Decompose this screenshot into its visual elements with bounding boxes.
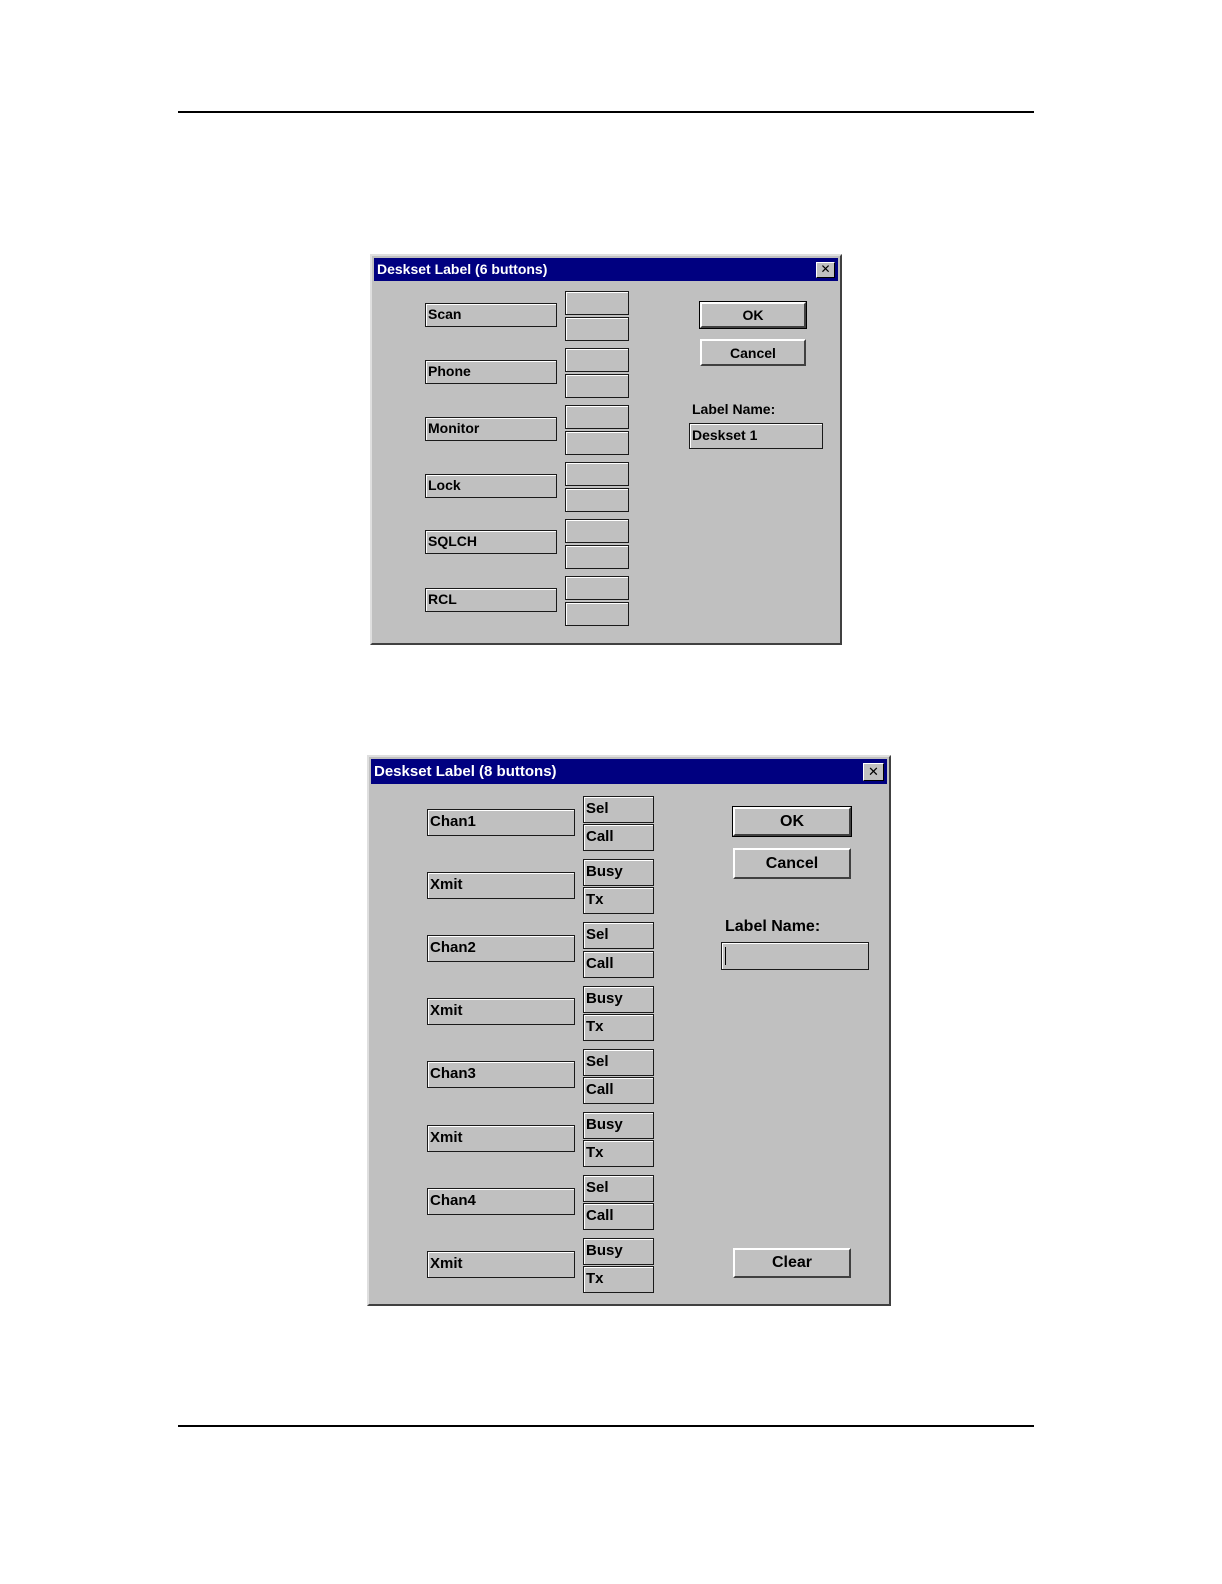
button-name-field[interactable]: Scan bbox=[425, 303, 557, 327]
close-icon[interactable]: ✕ bbox=[863, 763, 884, 781]
bottom-indicator-field[interactable]: Tx bbox=[583, 1266, 654, 1293]
dialog-title: Deskset Label (8 buttons) bbox=[374, 763, 557, 780]
title-bar[interactable] bbox=[374, 258, 838, 281]
label-name-input[interactable]: Deskset 1 bbox=[689, 423, 823, 449]
bottom-indicator-field[interactable] bbox=[565, 431, 629, 455]
top-indicator-field[interactable]: Sel bbox=[583, 1049, 654, 1076]
label-name-input[interactable] bbox=[721, 942, 869, 970]
button-name-field[interactable]: SQLCH bbox=[425, 530, 557, 554]
cancel-button[interactable]: Cancel bbox=[700, 339, 806, 366]
bottom-indicator-field[interactable]: Call bbox=[583, 1203, 654, 1230]
top-indicator-field[interactable] bbox=[565, 348, 629, 372]
bottom-indicator-field[interactable]: Call bbox=[583, 824, 654, 851]
top-indicator-field[interactable]: Busy bbox=[583, 1112, 654, 1139]
top-indicator-field[interactable]: Busy bbox=[583, 859, 654, 886]
top-rule bbox=[178, 111, 1034, 113]
button-name-field[interactable]: Xmit bbox=[427, 872, 575, 899]
button-name-field[interactable]: Lock bbox=[425, 474, 557, 498]
bottom-indicator-field[interactable] bbox=[565, 602, 629, 626]
bottom-indicator-field[interactable]: Call bbox=[583, 951, 654, 978]
top-indicator-field[interactable] bbox=[565, 462, 629, 486]
top-indicator-field[interactable] bbox=[565, 405, 629, 429]
label-name-caption: Label Name: bbox=[692, 401, 776, 417]
deskset-label-8-dialog bbox=[367, 755, 891, 1306]
bottom-indicator-field[interactable]: Tx bbox=[583, 1014, 654, 1041]
text-cursor bbox=[725, 947, 726, 965]
top-indicator-field[interactable]: Busy bbox=[583, 1238, 654, 1265]
bottom-indicator-field[interactable]: Tx bbox=[583, 887, 654, 914]
button-name-field[interactable]: Xmit bbox=[427, 998, 575, 1025]
bottom-indicator-field[interactable] bbox=[565, 317, 629, 341]
bottom-indicator-field[interactable]: Tx bbox=[583, 1140, 654, 1167]
top-indicator-field[interactable]: Sel bbox=[583, 1175, 654, 1202]
dialog-title: Deskset Label (6 buttons) bbox=[377, 261, 548, 277]
label-name-caption: Label Name: bbox=[725, 918, 821, 935]
bottom-indicator-field[interactable] bbox=[565, 374, 629, 398]
clear-button[interactable]: Clear bbox=[733, 1248, 851, 1278]
button-name-field[interactable]: RCL bbox=[425, 588, 557, 612]
button-name-field[interactable]: Chan4 bbox=[427, 1188, 575, 1215]
top-indicator-field[interactable] bbox=[565, 519, 629, 543]
deskset-label-6-dialog bbox=[370, 254, 842, 645]
button-name-field[interactable]: Chan3 bbox=[427, 1061, 575, 1088]
button-name-field[interactable]: Chan1 bbox=[427, 809, 575, 836]
top-indicator-field[interactable] bbox=[565, 291, 629, 315]
ok-button[interactable]: OK bbox=[733, 807, 851, 836]
bottom-indicator-field[interactable]: Call bbox=[583, 1077, 654, 1104]
button-name-field[interactable]: Chan2 bbox=[427, 935, 575, 962]
button-name-field[interactable]: Xmit bbox=[427, 1125, 575, 1152]
close-icon[interactable]: ✕ bbox=[816, 262, 835, 278]
top-indicator-field[interactable]: Sel bbox=[583, 922, 654, 949]
top-indicator-field[interactable] bbox=[565, 576, 629, 600]
bottom-rule bbox=[178, 1425, 1034, 1427]
cancel-button[interactable]: Cancel bbox=[733, 848, 851, 879]
bottom-indicator-field[interactable] bbox=[565, 488, 629, 512]
top-indicator-field[interactable]: Busy bbox=[583, 986, 654, 1013]
button-name-field[interactable]: Xmit bbox=[427, 1251, 575, 1278]
button-name-field[interactable]: Monitor bbox=[425, 417, 557, 441]
ok-button[interactable]: OK bbox=[700, 302, 806, 328]
bottom-indicator-field[interactable] bbox=[565, 545, 629, 569]
button-name-field[interactable]: Phone bbox=[425, 360, 557, 384]
title-bar[interactable] bbox=[371, 759, 887, 784]
top-indicator-field[interactable]: Sel bbox=[583, 796, 654, 823]
